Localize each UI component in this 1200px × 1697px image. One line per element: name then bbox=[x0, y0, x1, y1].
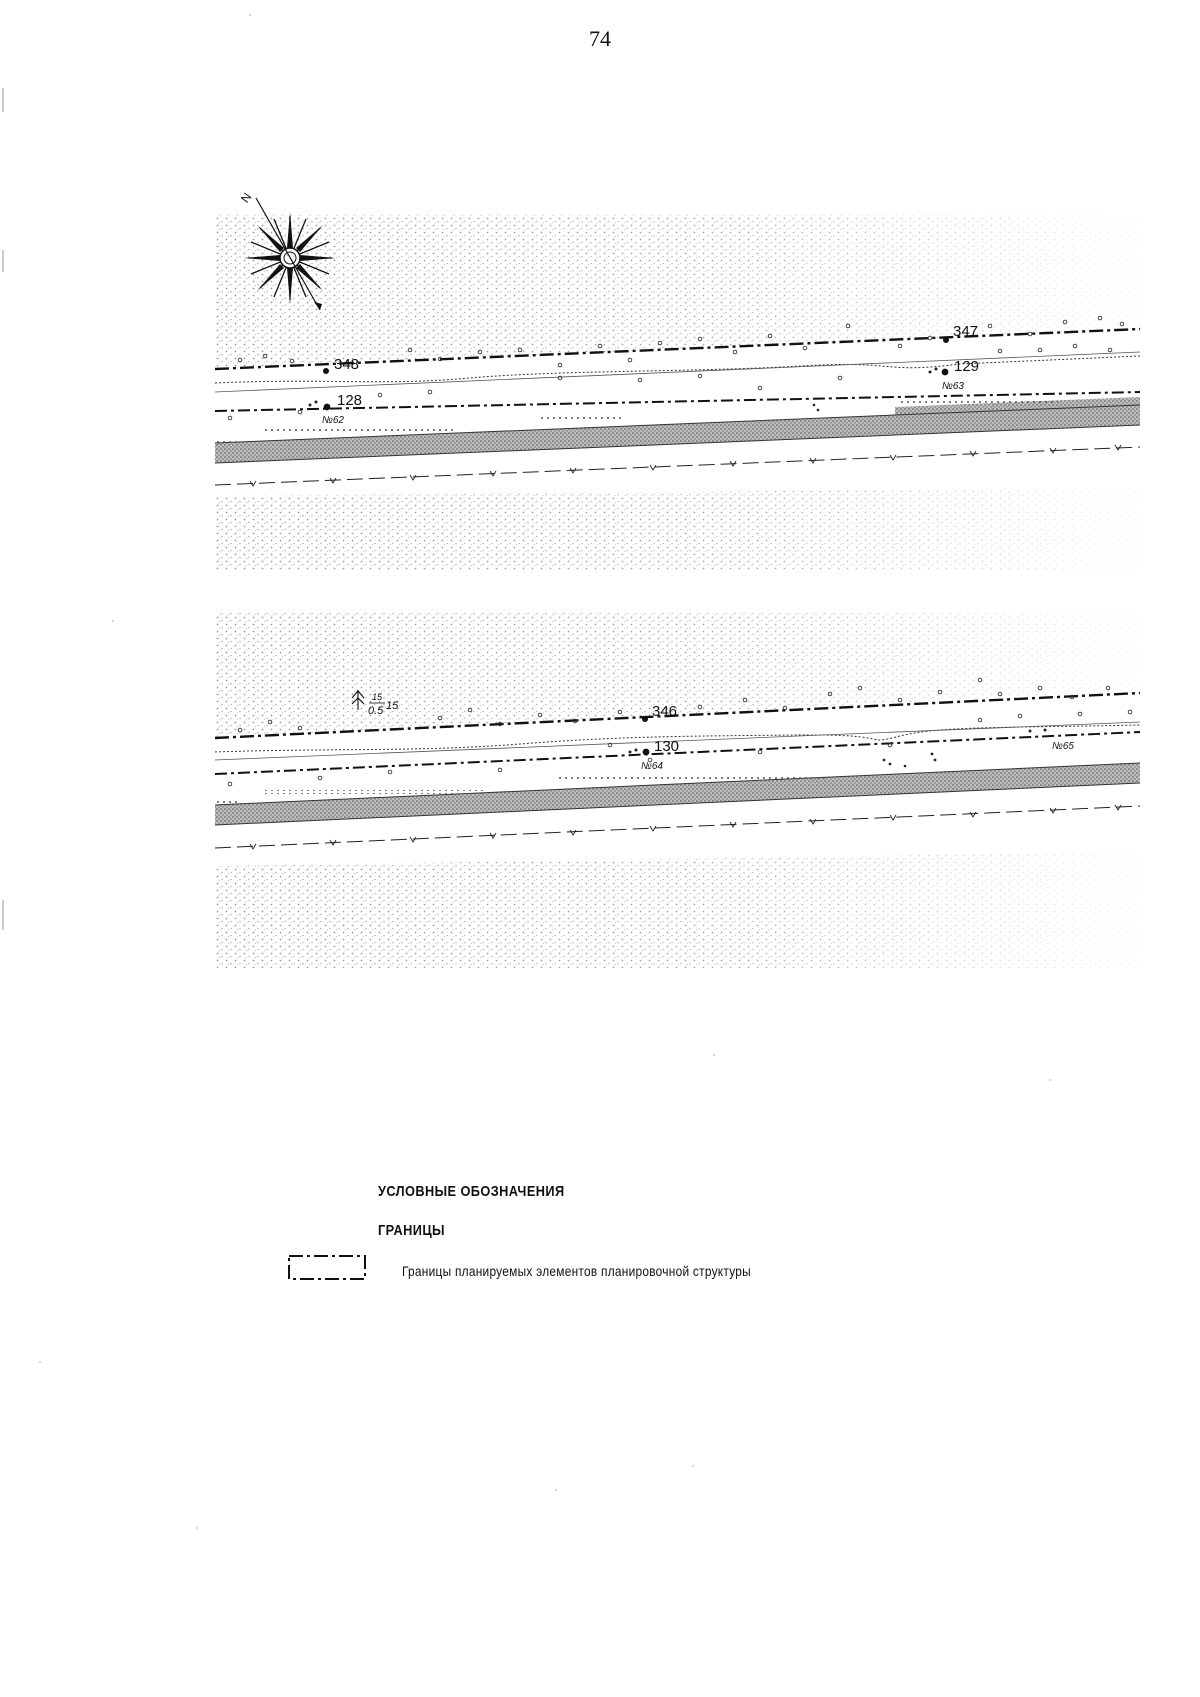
station-label: №65 bbox=[1052, 741, 1074, 752]
point-label: 348 bbox=[334, 356, 360, 373]
tree-annotation: 15 bbox=[372, 692, 383, 702]
survey-point bbox=[943, 337, 949, 343]
tree-annotation: 15 bbox=[386, 700, 399, 712]
tree-annotation: 0.5 bbox=[368, 705, 384, 717]
dotted-row bbox=[898, 401, 1058, 405]
upper-map-strip bbox=[215, 215, 1140, 570]
survey-point bbox=[643, 749, 650, 756]
legend-title: УСЛОВНЫЕ ОБОЗНАЧЕНИЯ bbox=[378, 1183, 565, 1200]
survey-point bbox=[642, 716, 648, 722]
point-label: 346 bbox=[652, 703, 678, 720]
dotted-row bbox=[215, 800, 237, 804]
survey-point bbox=[323, 368, 329, 374]
dotted-row bbox=[555, 777, 825, 781]
station-label: №64 bbox=[641, 761, 663, 772]
dotted-row bbox=[265, 428, 455, 432]
dotted-row bbox=[537, 416, 622, 420]
point-label: 129 bbox=[954, 358, 980, 375]
boundary-symbol-icon bbox=[287, 1252, 367, 1282]
survey-point bbox=[942, 369, 949, 376]
point-label: 128 bbox=[337, 392, 363, 409]
lower-map-strip bbox=[215, 612, 1140, 968]
page-number: 74 bbox=[589, 26, 611, 51]
point-label: 347 bbox=[953, 323, 979, 340]
station-label: №63 bbox=[942, 381, 964, 392]
legend-section-heading: ГРАНИЦЫ bbox=[378, 1222, 445, 1239]
dotted-row bbox=[215, 439, 237, 443]
survey-point bbox=[324, 404, 331, 411]
legend-item-label: Границы планируемых элементов планировочной структуры bbox=[402, 1263, 751, 1279]
point-label: 130 bbox=[654, 738, 680, 755]
stippled-plot-area bbox=[215, 215, 1140, 368]
stippled-plot-area-lower bbox=[215, 852, 1140, 968]
svg-text:N: N bbox=[237, 190, 255, 206]
stippled-plot-area-lower bbox=[215, 488, 1140, 570]
dotted-row bbox=[265, 790, 485, 794]
station-label: №62 bbox=[322, 415, 344, 426]
stippled-plot-area bbox=[215, 612, 1140, 738]
